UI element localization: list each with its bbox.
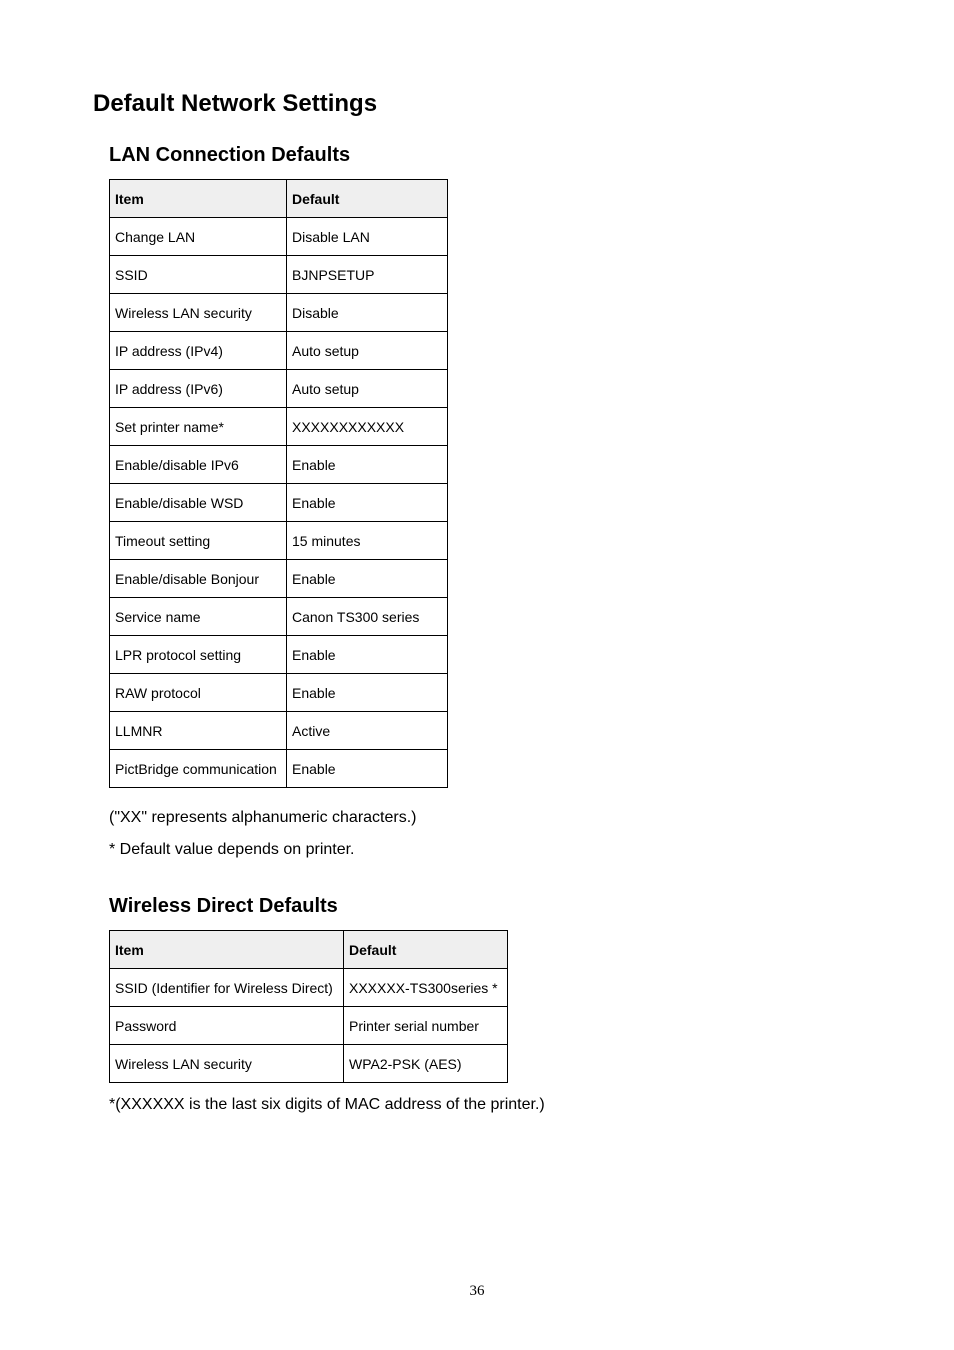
item-cell: SSID (Identifier for Wireless Direct) — [110, 969, 344, 1007]
item-cell: Set printer name* — [110, 408, 287, 446]
default-cell: WPA2-PSK (AES) — [344, 1045, 508, 1083]
item-cell: Service name — [110, 598, 287, 636]
item-cell: Enable/disable IPv6 — [110, 446, 287, 484]
table-row — [110, 560, 448, 598]
default-cell: BJNPSETUP — [287, 256, 448, 294]
default-cell: Auto setup — [287, 370, 448, 408]
table-row — [110, 598, 448, 636]
table-row — [110, 969, 508, 1007]
column-header-item: Item — [110, 931, 344, 969]
default-cell: XXXXXXXXXXXX — [287, 408, 448, 446]
wireless-direct-section-title: Wireless Direct Defaults — [109, 895, 338, 917]
default-cell: 15 minutes — [287, 522, 448, 560]
item-cell: Password — [110, 1007, 344, 1045]
table-row — [110, 332, 448, 370]
column-header-default: Default — [344, 931, 508, 969]
default-cell: Disable — [287, 294, 448, 332]
alphanumeric-note: ("XX" represents alphanumeric characters.) — [109, 809, 417, 826]
item-cell: RAW protocol — [110, 674, 287, 712]
default-cell: Enable — [287, 446, 448, 484]
table-row — [110, 750, 448, 788]
item-cell: Wireless LAN security — [110, 294, 287, 332]
table-header-row — [110, 931, 508, 969]
page-number: 36 — [469, 1283, 485, 1299]
item-cell: LPR protocol setting — [110, 636, 287, 674]
column-header-default: Default — [287, 180, 448, 218]
printer-dependency-note: * Default value depends on printer. — [109, 841, 355, 858]
item-cell: Enable/disable WSD — [110, 484, 287, 522]
table-row — [110, 522, 448, 560]
default-cell: Enable — [287, 636, 448, 674]
table-row — [110, 1045, 508, 1083]
default-cell: Disable LAN — [287, 218, 448, 256]
default-cell: Enable — [287, 560, 448, 598]
table-row — [110, 1007, 508, 1045]
item-cell: LLMNR — [110, 712, 287, 750]
table-header-row — [110, 180, 448, 218]
wireless-direct-defaults-table — [109, 930, 508, 1083]
item-cell: Timeout setting — [110, 522, 287, 560]
mac-address-note: *(XXXXXX is the last six digits of MAC address of the printer.) — [109, 1096, 545, 1113]
item-cell: Wireless LAN security — [110, 1045, 344, 1083]
default-cell: Canon TS300 series — [287, 598, 448, 636]
page-title: Default Network Settings — [93, 90, 378, 117]
default-cell: Enable — [287, 750, 448, 788]
column-header-item: Item — [110, 180, 287, 218]
table-row — [110, 446, 448, 484]
table-row — [110, 674, 448, 712]
table-row — [110, 484, 448, 522]
default-cell: Active — [287, 712, 448, 750]
table-row — [110, 294, 448, 332]
table-row — [110, 712, 448, 750]
default-cell: Auto setup — [287, 332, 448, 370]
default-cell: Enable — [287, 674, 448, 712]
table-row — [110, 408, 448, 446]
table-row — [110, 256, 448, 294]
item-cell: IP address (IPv4) — [110, 332, 287, 370]
item-cell: Enable/disable Bonjour — [110, 560, 287, 598]
lan-defaults-table — [109, 179, 448, 788]
item-cell: IP address (IPv6) — [110, 370, 287, 408]
table-row — [110, 370, 448, 408]
default-cell: Enable — [287, 484, 448, 522]
table-row — [110, 218, 448, 256]
item-cell: Change LAN — [110, 218, 287, 256]
default-cell: Printer serial number — [344, 1007, 508, 1045]
item-cell: PictBridge communication — [110, 750, 287, 788]
item-cell: SSID — [110, 256, 287, 294]
default-cell: XXXXXX-TS300series * — [344, 969, 508, 1007]
table-row — [110, 636, 448, 674]
lan-section-title: LAN Connection Defaults — [109, 144, 351, 166]
